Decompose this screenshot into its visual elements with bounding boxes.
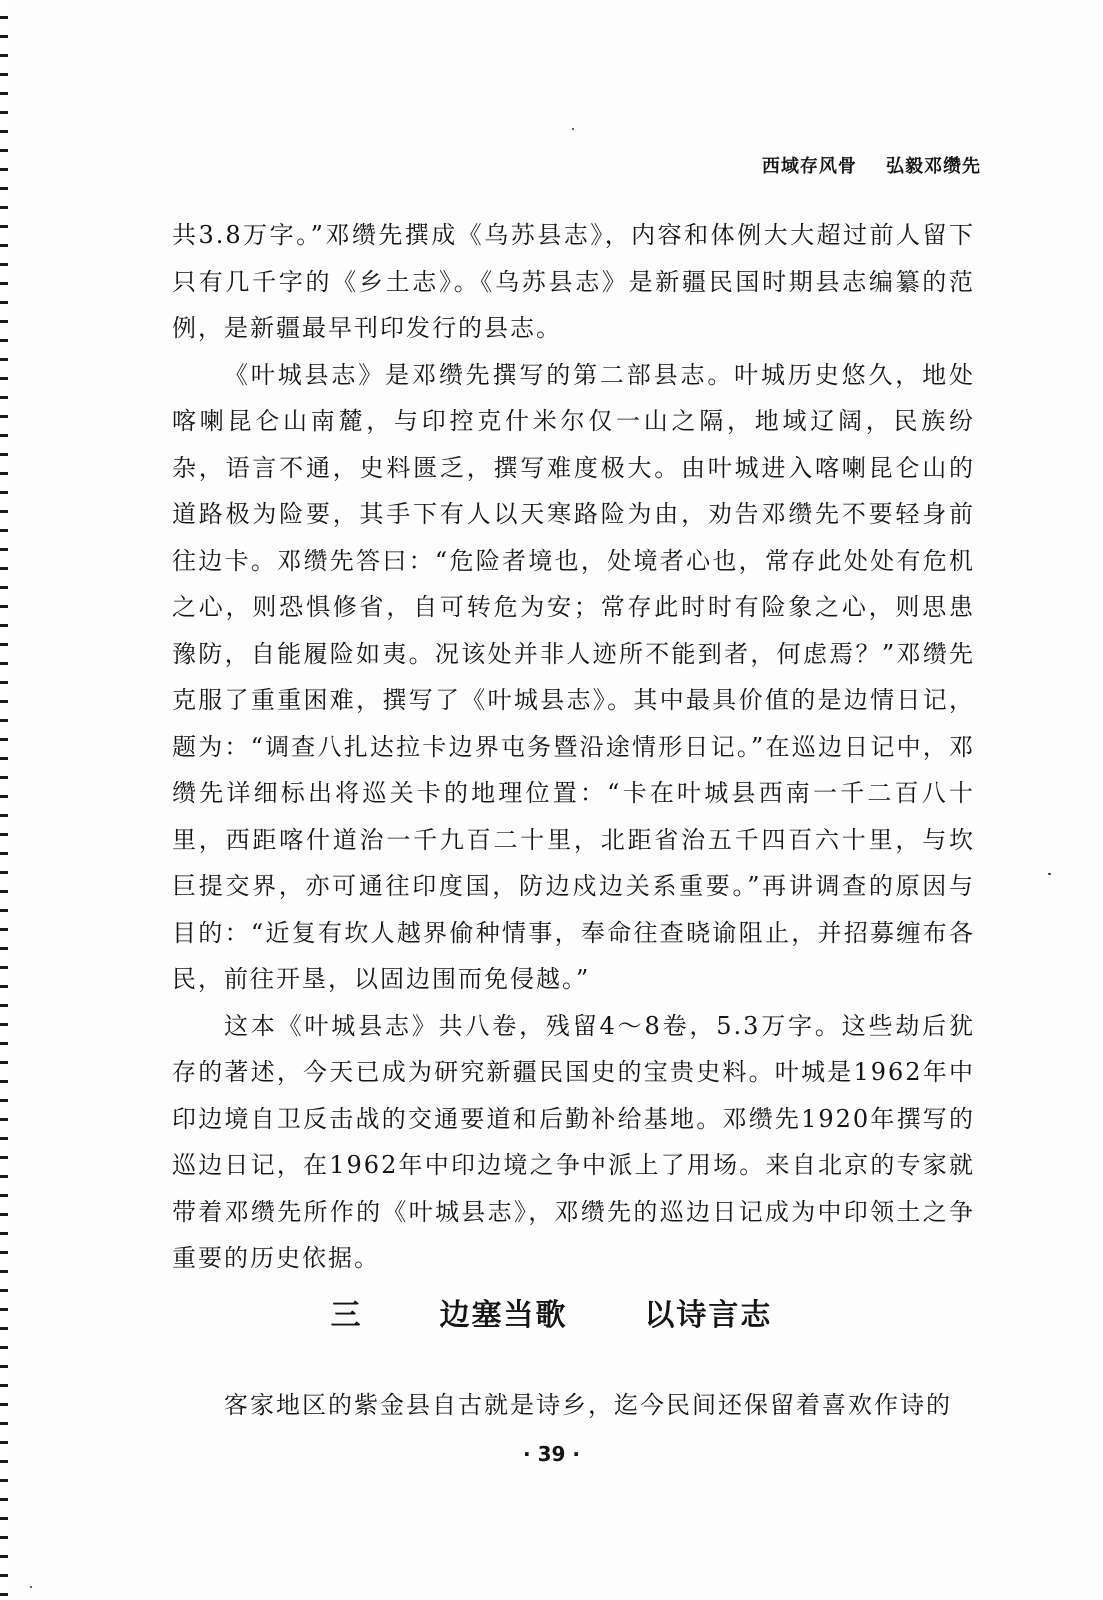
paragraph-yecheng-gazetteer: 《叶城县志》是邓缵先撰写的第二部县志。叶城历史悠久，地处喀喇昆仑山南麓，与印控克什米尔仅一山之隔，地域辽阔，民族纷杂，语言不通，史料匮乏，撰写难度极大。由叶城进入喀喇昆仑山的道路极为险要，其手下有人以天寒路险为由，劝告邓缵先不要轻身前往边卡。邓缵先答曰：“危险者境也，处境者心也，常存此处处有危机之心，则恐惧修省，自可转危为安；常存此时时有险象之心，则思患豫防，自能履险如夷。况该处并非人迹所不能到者，何虑焉？”邓缵先克服了重重困难，撰写了《叶城县志》。其中最具价值的是边情日记，题为：“调查八扎达拉卡边界屯务暨沿途情形日记。”在巡边日记中，邓缵先详细标出将巡关卡的地理位置：“卡在叶城县西南一千二百八十里，西距喀什道治一千九百二十里，北距省治五千四百六十里，与坎巨提交界，亦可通往印度国，防边戍边关系重要。”再讲调查的原因与目的：“近复有坎人越界偷种情事，奉命往查晓谕阻止，并招募缠布各民，前往开垦，以固边围而免侵越。” bbox=[172, 360, 975, 993]
section-heading: 三 边塞当歌 以诗言志 bbox=[330, 1298, 773, 1333]
body-text bbox=[172, 212, 975, 1282]
page-number: · 39 · bbox=[523, 1442, 580, 1466]
paragraph-historical-value: 这本《叶城县志》共八卷，残留4～8卷，5.3万字。这些劫后犹存的著述，今天已成为研究新疆民国史的宝贵史料。叶城是1962年中印边境自卫反击战的交通要道和后勤补给基地。邓缵先1920年撰写的巡边日记，在1962年中印边境之争中派上了用场。来自北京的专家就带着邓缵先所作的《叶城县志》，邓缵先的巡边日记成为中印领土之争重要的历史依据。 bbox=[172, 1011, 975, 1272]
binding-edge bbox=[0, 0, 8, 1600]
scan-speck bbox=[30, 1586, 32, 1588]
paragraph-continuation: 共3.8万字。”邓缵先撰成《乌苏县志》，内容和体例大大超过前人留下只有几千字的《乡土志》。《乌苏县志》是新疆民国时期县志编纂的范例，是新疆最早刊印发行的县志。 bbox=[172, 221, 975, 342]
scan-speck bbox=[572, 128, 574, 130]
scan-speck bbox=[1048, 873, 1051, 875]
running-header: 西域存风骨 弘毅邓缵先 bbox=[761, 156, 981, 177]
section-first-line: 客家地区的紫金县自古就是诗乡，迄今民间还保留着喜欢作诗的 bbox=[224, 1391, 952, 1419]
